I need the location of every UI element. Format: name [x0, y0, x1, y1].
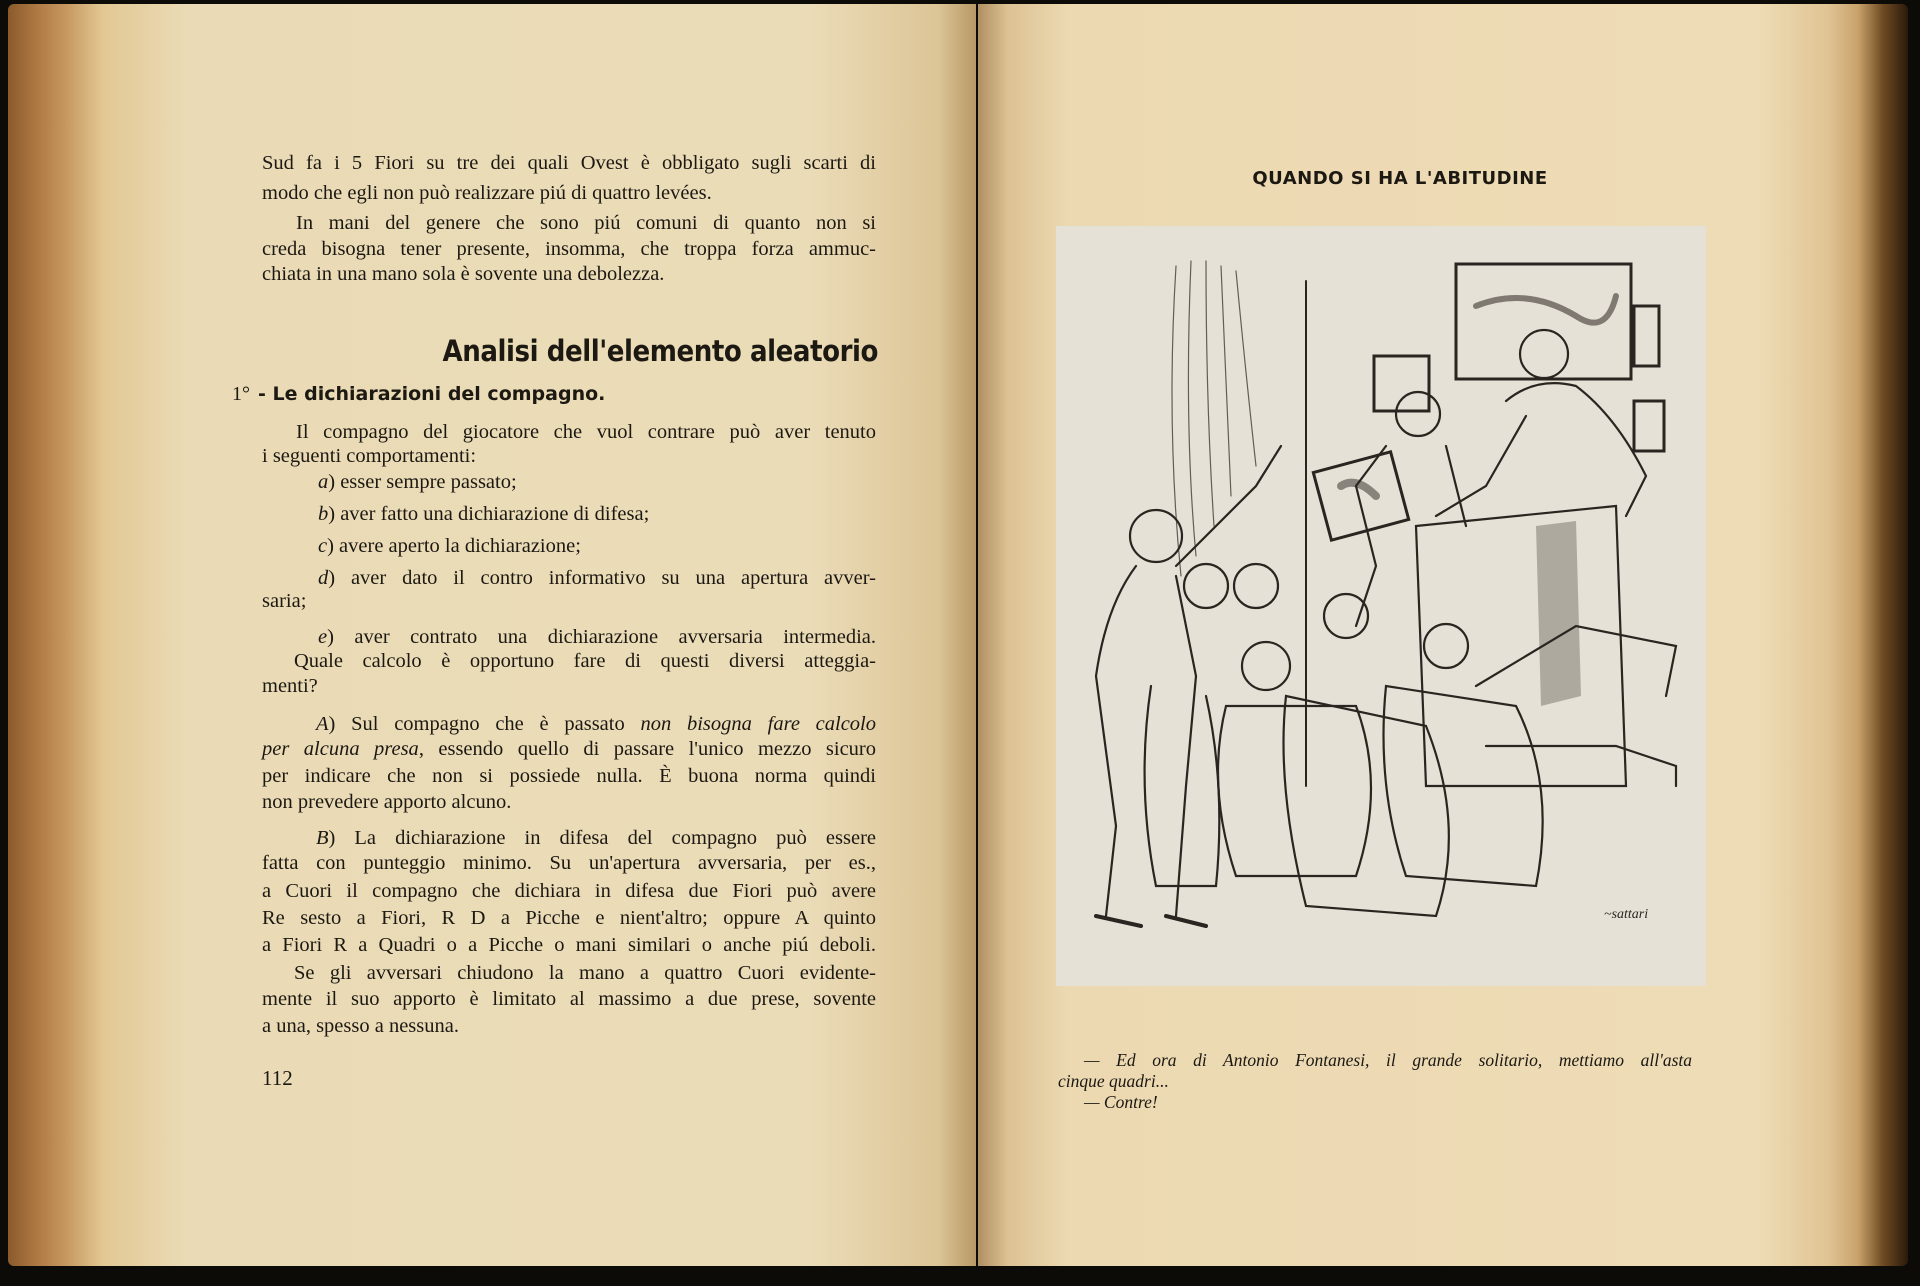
text-span: saria;	[262, 590, 307, 612]
text-span: ) Sul compagno che è passato	[328, 713, 641, 735]
text-span: Sud fa i 5 Fiori su tre dei quali Ovest è obbligato sugli scarti di	[262, 152, 876, 174]
text-span: ) avere aperto la dichiarazione;	[327, 535, 581, 557]
text-line	[318, 532, 876, 560]
text-span: a Fiori R a Quadri o a Picche o mani similari o anche piú deboli.	[262, 934, 876, 956]
text-span: ) esser sempre passato;	[328, 471, 517, 493]
cartoon-title: QUANDO SI HA L'ABITUDINE	[1252, 168, 1548, 189]
text-span: mente il suo apporto è limitato al massimo a due prese, sovente	[262, 988, 876, 1010]
text-span: per indicare che non si possiede nulla. È buona norma quindi	[262, 765, 876, 787]
text-line	[316, 710, 876, 738]
text-line	[318, 500, 876, 528]
italic-text: B	[316, 827, 329, 849]
text-line	[294, 647, 876, 675]
text-line	[262, 931, 876, 959]
subsection-heading	[232, 383, 605, 406]
text-line	[316, 824, 876, 852]
caption-line: — Contre!	[1084, 1092, 1158, 1112]
text-line	[262, 442, 876, 470]
italic-text: c	[318, 535, 328, 557]
italic-text: e	[318, 626, 328, 648]
text-span: Il compagno del giocatore che vuol contrare può aver tenuto	[296, 421, 876, 443]
text-span: Re sesto a Fiori, R D a Picche e nient'altro; oppure A quinto	[262, 907, 876, 929]
text-span: modo che egli non può realizzare piú di quattro levées.	[262, 182, 712, 204]
italic-text: d	[318, 567, 329, 589]
text-line	[262, 904, 876, 932]
text-span: ) La dichiarazione in difesa del compagno può essere	[328, 827, 876, 849]
text-line	[262, 985, 876, 1013]
italic-text: A	[316, 713, 329, 735]
text-line	[262, 672, 876, 700]
text-span: menti?	[262, 675, 318, 697]
text-span: i seguenti comportamenti:	[262, 445, 477, 467]
text-span: a Cuori il compagno che dichiara in difesa due Fiori può avere	[262, 880, 876, 902]
text-span: ) aver contrato una dichiarazione avversaria intermedia.	[327, 626, 876, 648]
text-line	[262, 1012, 876, 1040]
italic-text: a	[318, 471, 329, 493]
text-span: fatta con punteggio minimo. Su un'apertura avversaria, per es.,	[262, 852, 876, 874]
section-heading: Analisi dell'elemento aleatorio	[442, 334, 878, 368]
illustration-signature: ~sattari	[1604, 907, 1649, 922]
text-span: ) aver fatto una dichiarazione di difesa;	[328, 503, 650, 525]
caption-line: cinque quadri...	[1058, 1071, 1169, 1091]
text-line	[262, 762, 876, 790]
text-line	[294, 959, 876, 987]
text-line	[318, 468, 876, 496]
italic-text: per alcuna presa	[262, 738, 419, 760]
italic-text: b	[318, 503, 329, 525]
page-number: 112	[262, 1066, 293, 1090]
text-line	[262, 849, 876, 877]
text-span: , essendo quello di passare l'unico mezzo sicuro	[418, 738, 876, 760]
caption-line: — Ed ora di Antonio Fontanesi, il grande solitario, mettiamo all'asta	[1084, 1050, 1692, 1070]
text-span: In mani del genere che sono piú comuni di quanto non si	[296, 212, 876, 234]
text-span: Se gli avversari chiudono la mano a quattro Cuori evidente-	[294, 962, 876, 984]
text-span: ) aver dato il contro informativo su una apertura avver-	[328, 567, 876, 589]
subsection-number: 1°	[232, 383, 250, 405]
text-line	[262, 735, 876, 763]
text-line	[262, 179, 876, 207]
text-span: chiata in una mano sola è sovente una debolezza.	[262, 263, 665, 285]
text-span: non prevedere apporto alcuno.	[262, 791, 512, 813]
cartoon-caption	[1058, 1050, 1692, 1113]
text-line	[296, 209, 876, 237]
text-line	[262, 260, 876, 288]
text-line	[262, 149, 876, 177]
text-line	[262, 235, 876, 263]
text-line	[262, 788, 876, 816]
text-line	[262, 587, 876, 615]
text-span: creda bisogna tener presente, insomma, che troppa forza ammuc-	[262, 238, 876, 260]
italic-text: non bisogna fare calcolo	[640, 713, 876, 735]
text-line	[262, 877, 876, 905]
cartoon-illustration	[1056, 226, 1706, 986]
text-span: Quale calcolo è opportuno fare di questi diversi atteggia-	[294, 650, 876, 672]
subsection-title: - Le dichiarazioni del compagno.	[258, 383, 606, 405]
text-span: a una, spesso a nessuna.	[262, 1015, 459, 1037]
